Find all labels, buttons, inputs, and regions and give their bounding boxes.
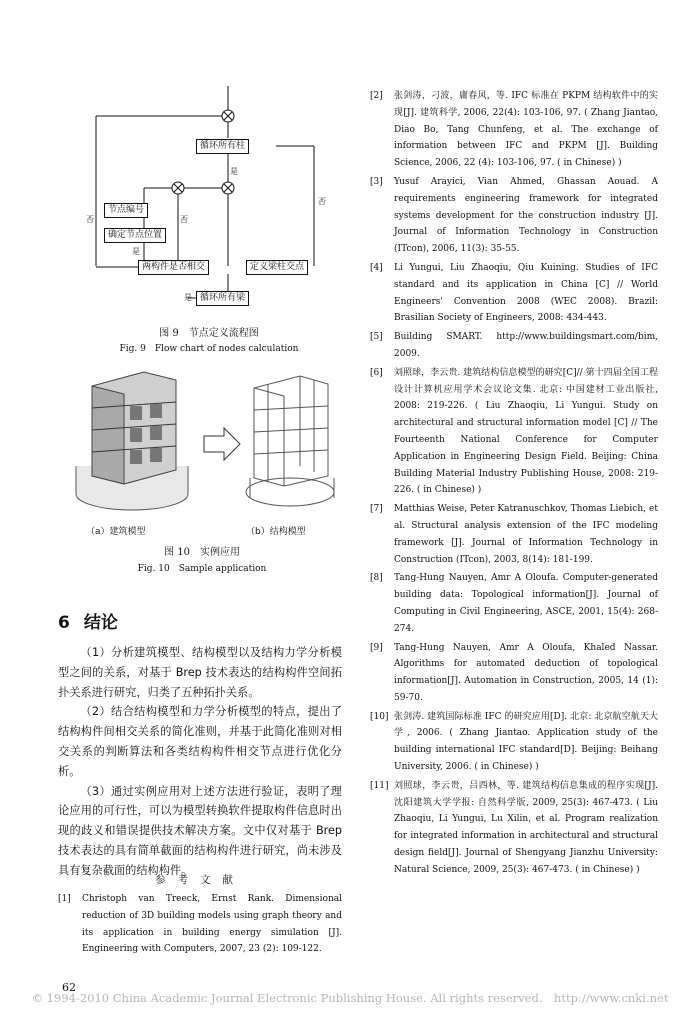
conclusion-paragraph-2: （2）结合结构模型和力学分析模型的特点，提出了结构构件间相交关系的简化准则，并基于此简化准则对相交关系的判断算法和各类结构构件相交节点进行优化分析。 [58,705,342,778]
flow-node-define-node: 定义梁柱交点 [246,260,308,275]
reference-item [370,174,658,258]
figure-10-caption-en: Fig. 10 Sample application [137,564,267,574]
reference-text: Building SMART. http://www.buildingsmart.com/bim, 2009. [394,332,658,359]
flow-node-loop-columns: 循环所有柱 [196,139,249,154]
references-right-column [370,88,658,879]
reference-number: [9] [370,642,383,653]
reference-number: [1] [58,894,71,904]
flow-node-intersect-check: 两构件是否相交 [138,260,209,275]
figure-9-caption-en: Fig. 9 Flow chart of nodes calculation [119,344,299,354]
reference-number: [6] [370,367,383,378]
copyright-footer: © 1994-2010 China Academic Journal Electronic Publishing House. All rights reserved. http://www.cnki.net [31,991,669,1005]
structural-model-icon [246,376,334,506]
flow-label-no: 否 [318,197,326,206]
reference-number: [3] [370,176,383,187]
reference-item [370,570,658,637]
figure-10b-label: （b）结构模型 [246,527,306,537]
conclusion-body [58,643,342,881]
reference-text: Li Yungui, Liu Zhaoqiu, Qiu Kuining. Studies of IFC standard and its application in China [C] // World Engineers' Convention 2008 (WEC 2008). Brazil: Brasilian Society of Engineers, 2008: 434-443. [394,262,658,324]
reference-number: [7] [370,504,383,515]
reference-item [58,891,342,958]
reference-number: [4] [370,262,383,273]
reference-number: [2] [370,91,383,101]
reference-item [370,640,658,707]
figure-9-flowchart [78,86,340,326]
reference-text: 张剑涛，刁波，庸春风，等. IFC 标准在 PKPM 结构软件中的实现[J]. 建筑科学, 2006, 22(4): 103-106, 97. ( Zhang Jiantao, Diao Bo, Tang Chunfeng, et al. The exchange of information between IFC and PKPM [J]. Building Science, 2006, 22 (4): 103-106, 97. ( in Chinese) ) [394,91,658,169]
reference-number: [10] [370,711,389,722]
reference-item [370,88,658,172]
reference-item [370,365,658,499]
flow-label-yes: 是 [184,293,192,302]
reference-text: 刘照球，李云贵，吕西林，等. 建筑结构信息集成的程序实现[J]. 沈阳建筑大学学报: 自然科学版, 2009, 25(3): 467-473. ( Liu Zhaoqiu, Li Yungui, Lu Xilin, et al. Program realization for integrated information in architectural and structural design field[J]. Journal of Shengyang Jianzhu University: Natural Science, 2009, 25(3): 467-473. ( in Chinese) ) [394,780,658,875]
building-model-illustration [64,366,340,516]
reference-text: Christoph van Treeck, Ernst Rank. Dimensional reduction of 3D building models using graph theory and its application in building energy simulation [J]. Engineering with Computers, 2007, 23 (2): 109-122. [82,894,342,955]
reference-text: 刘照球，李云贵. 建筑结构信息模型的研究[C]// 第十四届全国工程设计计算机应用学术会议论文集. 北京: 中国建材工业出版社, 2008: 219-226. ( Liu Zhaoqiu, Li Yungui. Study on architectural and structural information model [C] // The Fourteenth National Conference for Computer Application in Engineering Design Field. Beijing: China Building Material Industry Publishing House, 2008: 219-226. ( in Chinese) ) [394,367,658,496]
figure-10-caption-cn: 图 10 实例应用 [164,547,240,558]
reference-item [370,329,658,363]
reference-number: [5] [370,332,383,343]
section-heading [58,608,132,633]
reference-text: Tang-Hung Nauyen, Amr A Oloufa. Computer-generated building data: Topological information[J]. Journal of Computing in Civil Engineering, ASCE, 2001, 15(4): 268-274. [394,573,658,634]
figure-10a-label: （a）建筑模型 [86,527,146,537]
flow-node-determine-position: 确定节点位置 [104,228,166,243]
reference-number: [8] [370,573,383,584]
conclusion-paragraph-1: （1）分析建筑模型、结构模型以及结构力学分析模型之间的关系，对基于 Brep 技术表达的结构构件空间拓扑关系进行研究，归类了五种拓扑关系。 [58,646,342,699]
reference-number: [11] [370,780,389,791]
reference-item [370,778,658,879]
section-number: 6 [58,613,70,633]
references-heading: 参考文献 [155,874,245,886]
conclusion-paragraph-3: （3）通过实例应用对上述方法进行验证，表明了理论应用的可行性，可以为模型转换软件提取构件信息时出现的歧义和错误提供技术解决方案。文中仅对基于 Brep 技术表达的具有简单截面的结构构件进行研究，尚未涉及具有复杂截面的结构构件。 [58,784,342,877]
figure-10-models [64,366,340,536]
references-left-column [58,891,342,958]
figure-9-caption-cn: 图 9 节点定义流程图 [159,328,259,339]
reference-text: Tang-Hung Nauyen, Amr A Oloufa, Khaled Nassar. Algorithms for automated deduction of topological information[J]. Automation in Construction, 2005, 14 (1): 59-70. [394,642,658,703]
reference-item [370,501,658,568]
architectural-model-icon [76,372,188,510]
flow-label-yes: 是 [230,167,238,176]
reference-item [370,709,658,776]
reference-text: Matthias Weise, Peter Katranuschkov, Thomas Liebich, et al. Structural analysis extension of the IFC modeling framework [J]. Journal of Information Technology in Construction (ITcon), 2003, 8(14): 181-199. [394,504,658,565]
flow-node-node-number: 节点编号 [104,203,148,218]
page-number: 62 [62,981,76,994]
reference-text: 张剑涛. 建筑国际标准 IFC 的研究应用[D]. 北京: 北京航空航天大学, 2006. ( Zhang Jiantao. Application study of the building international IFC standard[D]. Beijing: Beihang University, 2006. ( in Chinese) ) [394,711,658,773]
flow-label-yes: 是 [132,247,140,256]
reference-text: Yusuf Arayici, Vian Ahmed, Ghassan Aouad. A requirements engineering framework for integrated systems development for the construction industry [J]. Journal of Information Technology in Construction (ITcon), 2006, 11(3): 35-55. [394,176,658,255]
flow-label-no: 否 [180,215,188,224]
flow-node-loop-beams: 循环所有梁 [196,291,249,306]
section-title: 结论 [83,613,118,633]
reference-item [370,260,658,327]
flow-label-no: 否 [86,215,94,224]
